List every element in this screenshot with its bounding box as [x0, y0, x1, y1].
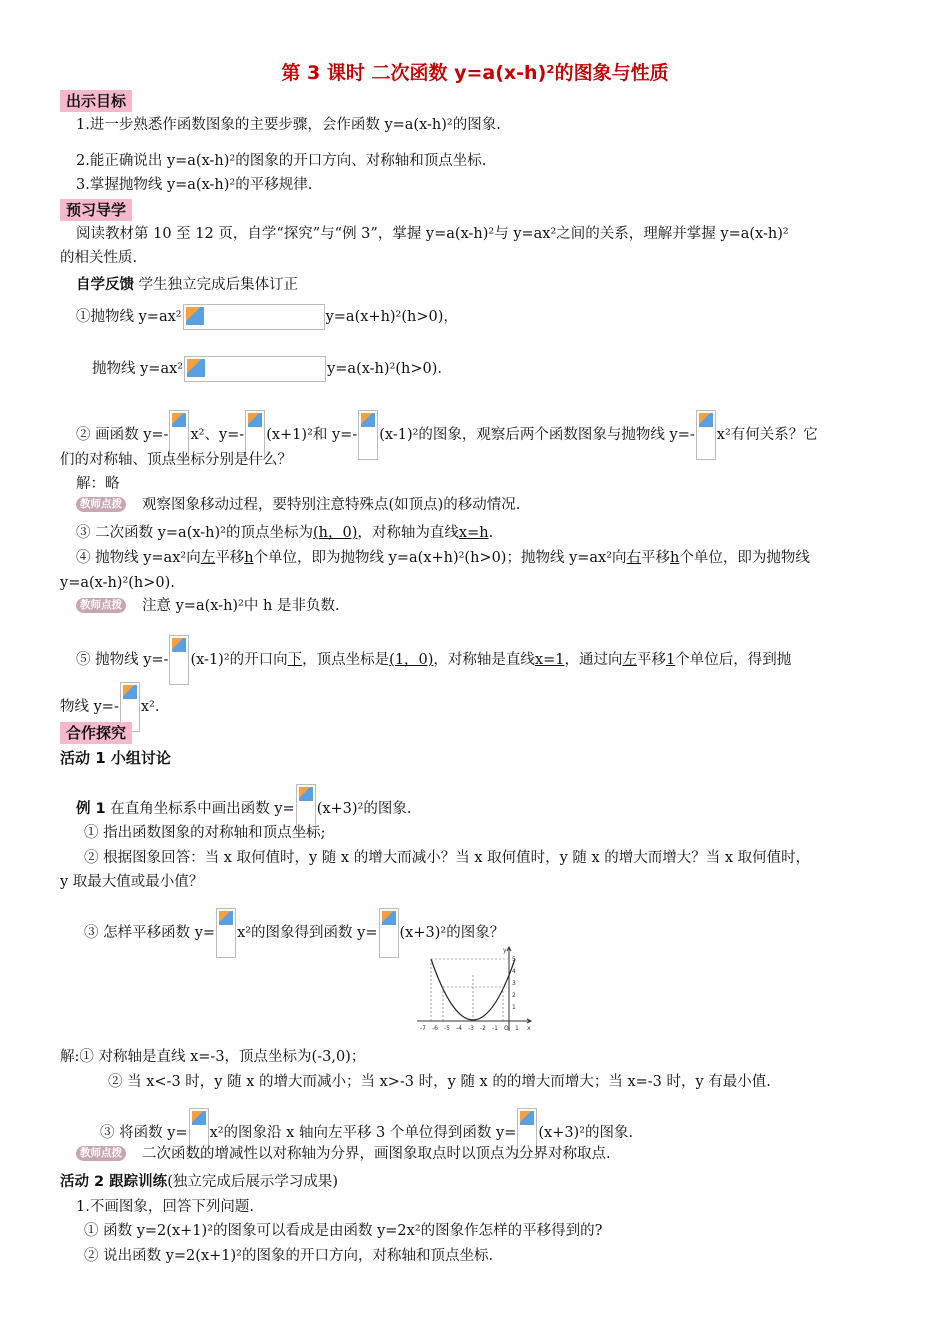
q1a-text-post: y=a(x+h)²(h>0)， — [325, 309, 458, 325]
x-tick-label: -6 — [432, 1025, 438, 1032]
q4-text: 平移 — [641, 550, 671, 566]
q4-answer: h — [244, 550, 254, 566]
q2-text: x²有何关系？它 — [716, 427, 818, 443]
q1b-text: 抛物线 y=ax² — [92, 361, 184, 377]
x-tick-label: O — [504, 1025, 509, 1032]
y-tick-label: 5 — [512, 956, 516, 963]
question-2-line2: 们的对称轴、顶点坐标分别是什么？ — [60, 452, 292, 468]
q5-text: (x-1)²的开口向 — [190, 652, 288, 668]
q4-answer: h — [670, 550, 680, 566]
image-placeholder — [358, 410, 378, 460]
q4-text: ④ 抛物线 y=ax²向 — [76, 550, 201, 566]
x-tick-label: -2 — [480, 1025, 486, 1032]
teacher-tip-3: 二次函数的增减性以对称轴为分界，画图象取点时以顶点为分界对称取点. — [142, 1146, 611, 1162]
solution-2: ② 当 x<-3 时，y 随 x 的增大而减小；当 x>-3 时，y 随 x 的的增大而增大；当 x=-3 时，y 有最小值. — [108, 1074, 771, 1090]
x-tick-label: -7 — [420, 1025, 426, 1032]
sol3-text: (x+3)²的图象. — [538, 1125, 634, 1141]
q5-answer: 左 — [622, 652, 637, 668]
self-feedback-label: 自学反馈 — [76, 277, 134, 293]
sol3-text: ③ 将函数 y= — [100, 1125, 188, 1141]
q3-text: ，对称轴为直线 — [357, 525, 459, 541]
page-title: 第 3 课时 二次函数 y=a(x-h)²的图象与性质 — [281, 62, 669, 84]
image-placeholder — [216, 908, 236, 958]
ex1-text: (x+3)²的图象. — [316, 801, 412, 817]
q5-text: 物线 y=- — [60, 699, 119, 715]
x-tick-label: -1 — [492, 1025, 498, 1032]
q5-text: x². — [140, 699, 160, 715]
preview-intro-line2: 的相关性质. — [60, 250, 138, 266]
x-tick-label: -3 — [468, 1025, 474, 1032]
x-tick-label: -4 — [456, 1025, 462, 1032]
ex1-q3-text: ③ 怎样平移函数 y= — [84, 925, 216, 941]
parabola-curve — [431, 959, 515, 1020]
teacher-tip-2: 注意 y=a(x-h)²中 h 是非负数. — [142, 598, 340, 614]
activity-1-heading: 活动 1 小组讨论 — [60, 749, 171, 767]
training-1-q2: ② 说出函数 y=2(x+1)²的图象的开口方向，对称轴和顶点坐标. — [84, 1248, 494, 1264]
x-tick-label: 1 — [515, 1025, 519, 1032]
y-axis-label: y — [503, 947, 507, 954]
q5-text: ⑤ 抛物线 y=- — [76, 652, 169, 668]
x-tick-label: -5 — [444, 1025, 450, 1032]
q5-text: 平移 — [636, 652, 666, 668]
activity-2-heading — [60, 1171, 338, 1193]
training-1: 1.不画图象，回答下列问题. — [76, 1199, 254, 1215]
image-placeholder — [184, 356, 326, 382]
q2-text: (x+1)²和 y=- — [266, 427, 358, 443]
q5-text: ，对称轴是直线 — [433, 652, 535, 668]
question-1a — [76, 304, 458, 330]
teacher-tip-badge: 教师点拨 — [76, 1146, 126, 1161]
q1b-text-post: y=a(x-h)²(h>0). — [327, 361, 443, 377]
example-1-q2-line2: y 取最大值或最小值？ — [60, 874, 204, 890]
parabola-graph — [415, 945, 535, 1035]
q2-text: x²、y=- — [190, 427, 245, 443]
ex1-text: 在直角坐标系中画出函数 y= — [110, 801, 295, 817]
q5-answer: 1 — [665, 652, 676, 668]
section-explore-heading: 合作探究 — [60, 722, 132, 744]
q5-text: 个单位后，得到抛 — [675, 652, 792, 668]
image-placeholder — [696, 410, 716, 460]
image-placeholder — [169, 635, 189, 685]
y-tick-label: 1 — [512, 1004, 516, 1011]
q4-text: 个单位，即为抛物线 — [679, 550, 810, 566]
section-goals-heading: 出示目标 — [60, 90, 132, 112]
example-1-q1: ① 指出函数图象的对称轴和顶点坐标; — [84, 825, 326, 841]
q5-answer: 下 — [287, 652, 303, 668]
y-tick-label: 4 — [512, 968, 516, 975]
q4-answer: 左 — [200, 550, 216, 566]
q3-text: ③ 二次函数 y=a(x-h)²的顶点坐标为 — [76, 525, 313, 541]
ex1-q3-text: (x+3)²的图象？ — [399, 925, 505, 941]
q3-text: . — [488, 525, 494, 541]
sol3-text: x²的图象沿 x 轴向左平移 3 个单位得到函数 y= — [209, 1125, 517, 1141]
q2-text: (x-1)²的图象，观察后两个函数图象与抛物线 y=- — [379, 427, 695, 443]
q5-answer: (1，0) — [389, 652, 434, 668]
q2-text: ② 画函数 y=- — [76, 427, 169, 443]
self-feedback — [76, 274, 298, 296]
question-5 — [76, 635, 791, 685]
image-placeholder — [183, 304, 325, 330]
q5-text: ，通过向 — [564, 652, 623, 668]
teacher-tip-1: 观察图象移动过程，要特别注意特殊点(如顶点)的移动情况. — [142, 497, 521, 513]
activity-2-note: (独立完成后展示学习成果) — [167, 1174, 339, 1190]
training-1-q1: ① 函数 y=2(x+1)²的图象可以看成是由函数 y=2x²的图象作怎样的平移得到的? — [84, 1223, 603, 1239]
question-3 — [76, 522, 493, 544]
ex1-q3-text: x²的图象得到函数 y= — [237, 925, 378, 941]
q4-answer: 右 — [626, 550, 642, 566]
teacher-tip-badge: 教师点拨 — [76, 598, 126, 613]
q5-answer: x=1 — [534, 652, 565, 668]
image-placeholder — [379, 908, 399, 958]
q3-vertex-answer: (h，0) — [313, 525, 358, 541]
y-tick-label: 3 — [512, 980, 516, 987]
goal-1: 1.进一步熟悉作函数图象的主要步骤，会作函数 y=a(x-h)²的图象. — [76, 117, 501, 133]
question-1b — [92, 356, 442, 382]
example-1-label: 例 1 — [76, 801, 106, 817]
preview-intro-line1: 阅读教材第 10 至 12 页，自学“探究”与“例 3”，掌握 y=a(x-h)²与 y=ax²之间的关系，理解并掌握 y=a(x-h)² — [76, 226, 789, 242]
q5-text: ，顶点坐标是 — [302, 652, 390, 668]
example-1-q2: ② 根据图象回答：当 x 取何值时，y 随 x 的增大而减小？当 x 取何值时，y 随 x 的增大而增大？当 x 取何值时， — [84, 850, 811, 866]
self-feedback-text: 学生独立完成后集体订正 — [138, 277, 299, 293]
q4-text: 个单位，即为抛物线 y=a(x+h)²(h>0)；抛物线 y=ax²向 — [253, 550, 627, 566]
question-2-answer: 解：略 — [76, 476, 120, 492]
goal-2: 2.能正确说出 y=a(x-h)²的图象的开口方向、对称轴和顶点坐标. — [76, 153, 487, 169]
activity-2-label: 活动 2 跟踪训练 — [60, 1174, 168, 1190]
teacher-tip-badge: 教师点拨 — [76, 497, 126, 512]
q3-axis-answer: x=h — [458, 525, 489, 541]
x-axis-label: x — [527, 1025, 531, 1032]
goal-3: 3.掌握抛物线 y=a(x-h)²的平移规律. — [76, 177, 313, 193]
y-tick-label: 2 — [512, 992, 516, 999]
question-4-line2: y=a(x-h)²(h>0). — [60, 575, 175, 591]
solution-1: 解:① 对称轴是直线 x=-3，顶点坐标为(-3,0)； — [60, 1049, 366, 1065]
section-preview-heading: 预习导学 — [60, 199, 132, 221]
q4-text: 平移 — [215, 550, 245, 566]
q1a-text: ①抛物线 y=ax² — [76, 309, 182, 325]
question-4 — [76, 547, 810, 569]
